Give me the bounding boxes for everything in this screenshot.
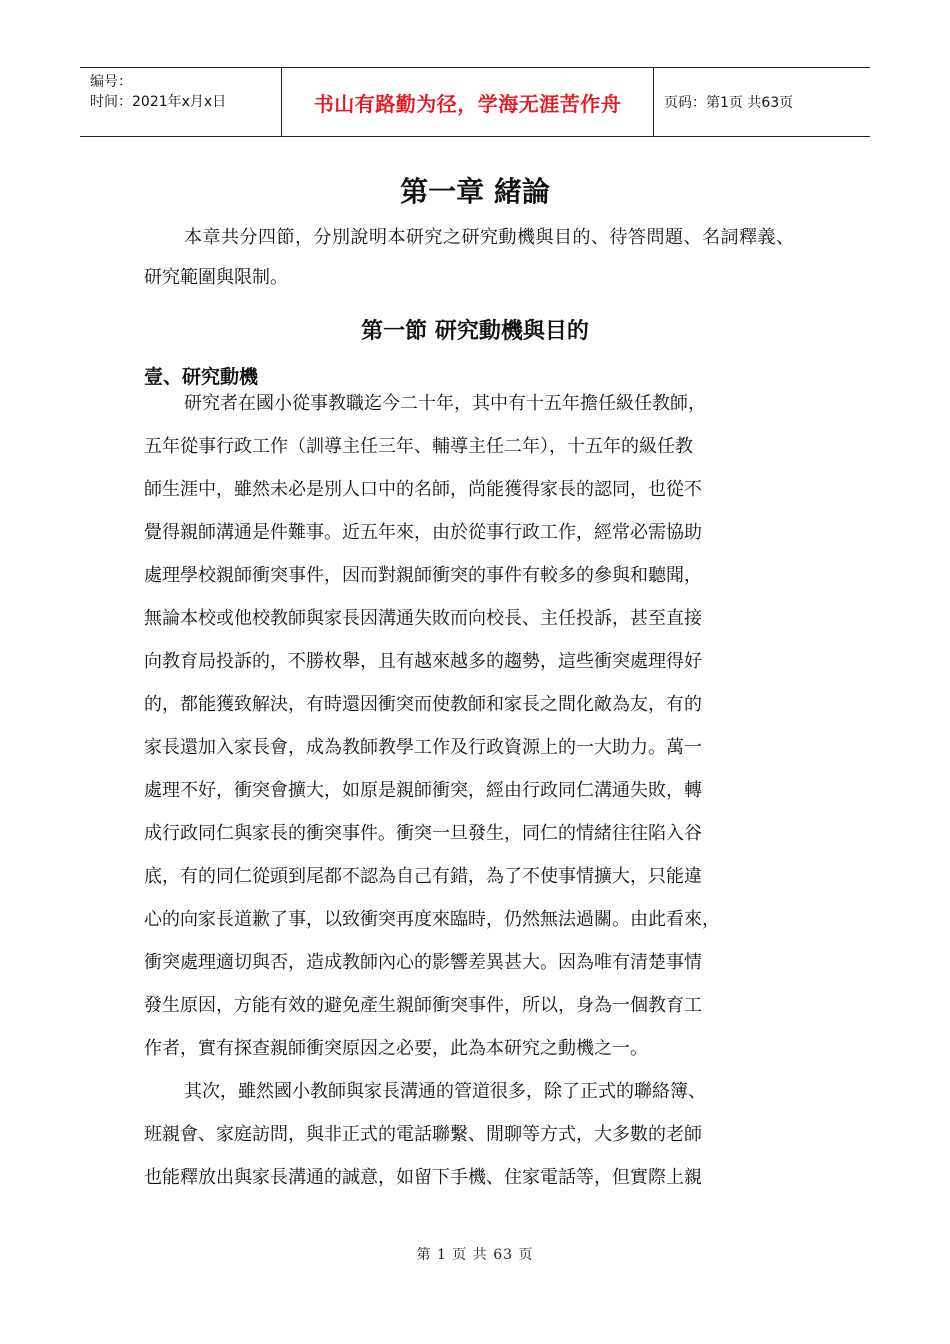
body-line: 作者，實有探查親師衝突原因之必要，此為本研究之動機之一。 <box>144 1038 648 1059</box>
body-line: 成行政同仁與家長的衝突事件。衝突一旦發生，同仁的情緒往往陷入谷 <box>144 823 702 844</box>
number-label: 编号： <box>90 74 132 90</box>
body-line: 無論本校或他校教師與家長因溝通失敗而向校長、主任投訴，甚至直接 <box>144 608 702 629</box>
body-line: 的，都能獲致解決，有時還因衝突而使教師和家長之間化敵為友，有的 <box>144 694 702 715</box>
body-line: 發生原因，方能有效的避免產生親師衝突事件，所以，身為一個教育工 <box>144 995 702 1016</box>
body-line: 也能釋放出與家長溝通的誠意，如留下手機、住家電話等，但實際上親 <box>144 1167 702 1188</box>
body-line: 底，有的同仁從頭到尾都不認為自己有錯，為了不使事情擴大，只能違 <box>144 866 702 887</box>
subsection-title: 壹、研究動機 <box>144 366 259 388</box>
body-line: 研究者在國小從事教職迄今二十年，其中有十五年擔任級任教師， <box>184 393 706 414</box>
body-line: 向教育局投訴的，不勝枚舉，且有越來越多的趨勢，這些衝突處理得好 <box>144 651 702 672</box>
header-page-info: 页码：第1页 共63页 <box>664 95 794 111</box>
chapter-title: 第一章 緒論 <box>400 175 550 208</box>
body-line: 心的向家長道歉了事，以致衝突再度來臨時，仍然無法過關。由此看來， <box>144 909 720 930</box>
page-footer: 第 1 页 共 63 页 <box>416 1247 534 1263</box>
body-line: 五年從事行政工作（訓導主任三年、輔導主任二年），十五年的級任教 <box>144 436 693 457</box>
body-line: 師生涯中，雖然未必是別人口中的名師，尚能獲得家長的認同，也從不 <box>144 479 702 500</box>
date-label: 时间：2021年x月x日 <box>90 94 227 110</box>
body-line: 家長還加入家長會，成為教師教學工作及行政資源上的一大助力。萬一 <box>144 737 702 758</box>
body-text <box>144 382 794 1199</box>
body-line: 其次，雖然國小教師與家長溝通的管道很多，除了正式的聯絡簿、 <box>184 1081 706 1102</box>
body-line: 班親會、家庭訪問，與非正式的電話聯繫、閒聊等方式，大多數的老師 <box>144 1124 702 1145</box>
section-title: 第一節 研究動機與目的 <box>361 319 589 344</box>
document-header <box>80 67 870 137</box>
header-meta <box>80 68 282 136</box>
body-line: 處理不好，衝突會擴大，如原是親師衝突，經由行政同仁溝通失敗，轉 <box>144 780 702 801</box>
body-line: 衝突處理適切與否，造成教師內心的影響差異甚大。因為唯有清楚事情 <box>144 952 702 973</box>
body-line: 處理學校親師衝突事件，因而對親師衝突的事件有較多的參與和聽聞， <box>144 565 702 586</box>
header-motto: 书山有路勤为径，学海无涯苦作舟 <box>282 68 654 136</box>
intro-paragraph: 本章共分四節，分別說明本研究之研究動機與目的、待答問題、名詞釋義、研究範圍與限制。 <box>144 227 794 288</box>
body-line: 覺得親師溝通是件難事。近五年來，由於從事行政工作，經常必需協助 <box>144 522 702 543</box>
